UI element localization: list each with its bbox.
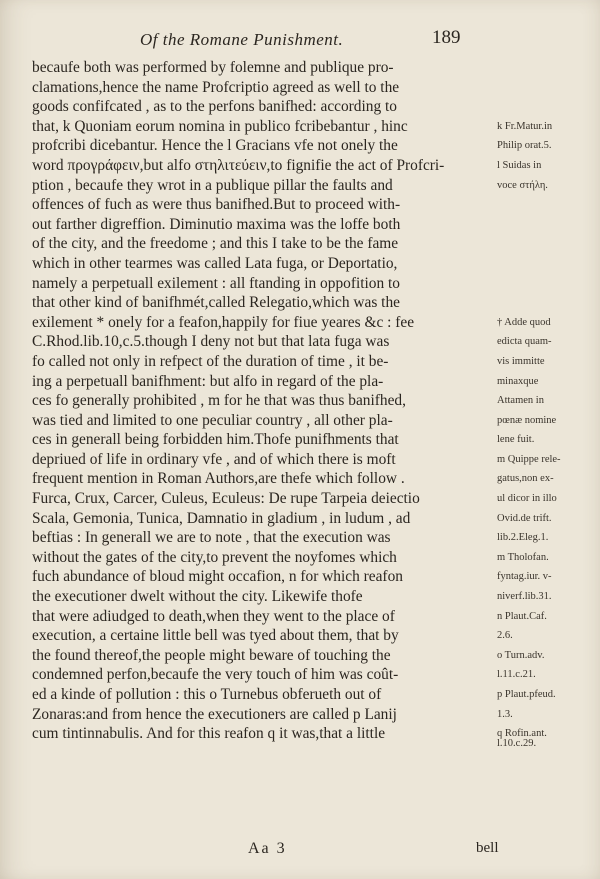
text-line	[0, 705, 600, 725]
text-line	[0, 195, 600, 215]
marginal-note: lib.2.Eleg.1.	[497, 532, 549, 544]
body-text: ces fo generally prohibited , m for he that was thus banifhed,	[32, 392, 406, 410]
text-line	[0, 58, 600, 78]
marginal-note: edicta quam-	[497, 336, 552, 348]
marginal-note: pœnæ nomine	[497, 414, 557, 426]
body-text: which in other tearmes was called Lata fuga, or Deportatio,	[32, 254, 398, 272]
body-text: Zonaras:and from hence the executioners are called p Lanij	[32, 705, 397, 723]
marginal-note: n Plaut.Caf.	[497, 610, 547, 622]
body-text: offences of fuch as were thus banifhed.But to proceed with-	[32, 196, 401, 214]
body-text: becaufe both was performed by folemne and publique pro-	[32, 59, 394, 76]
running-head: Of the Romane Punishment.	[140, 30, 344, 49]
text-line	[0, 528, 600, 548]
text-line	[0, 313, 600, 333]
text-line	[0, 97, 600, 117]
text-line	[0, 430, 600, 450]
text-line	[0, 685, 600, 705]
body-text: word προγράφειν,but alfo στηλιτεύειν,to fignifie the act of Profcri-	[32, 156, 445, 174]
text-line	[0, 587, 600, 607]
marginal-note: lene fuit.	[497, 434, 535, 446]
text-line	[0, 646, 600, 666]
text-body	[0, 58, 600, 763]
text-line	[0, 411, 600, 431]
text-line	[0, 607, 600, 627]
marginal-note: voce στήλη.	[497, 179, 548, 191]
text-line	[0, 548, 600, 568]
text-line	[0, 156, 600, 176]
page-footer	[0, 840, 600, 862]
text-line	[0, 215, 600, 235]
marginal-note: minaxque	[497, 375, 539, 387]
marginal-note: Ovid.de trift.	[497, 512, 552, 524]
marginal-note: q Rofin.ant.	[497, 728, 547, 740]
body-text: goods confifcated , as to the perfons banifhed: according to	[32, 98, 397, 116]
body-text: ed a kinde of pollution : this o Turnebus obferueth out of	[32, 686, 382, 703]
text-line	[0, 117, 600, 137]
text-line	[0, 489, 600, 509]
marginal-note: l.11.c.21.	[497, 669, 536, 681]
text-line	[0, 136, 600, 156]
body-text: the executioner dwelt without the city. Likewife thofe	[32, 588, 363, 606]
marginal-note: vis immitte	[497, 355, 545, 367]
text-line	[0, 626, 600, 646]
body-text: frequent mention in Roman Authors,are thefe which follow .	[32, 470, 405, 488]
body-text: namely a perpetuall exilement : all ftanding in oppofition to	[32, 274, 400, 292]
body-text: that, k Quoniam eorum nomina in publico fcribebantur , hinc	[32, 117, 408, 135]
text-line	[0, 737, 600, 764]
marginal-note: 1.3.	[497, 708, 513, 720]
marginal-note: l.10.c.29.	[497, 737, 537, 749]
body-text: ces in generall being forbidden him.Thofe punifhments that	[32, 431, 399, 449]
catchword: bell	[476, 840, 499, 856]
body-text: execution, a certaine little bell was tyed about them, that by	[32, 627, 399, 645]
text-line	[0, 293, 600, 313]
body-text: C.Rhod.lib.10,c.5.though I deny not but that lata fuga was	[32, 333, 390, 351]
text-line	[0, 254, 600, 274]
body-text: out farther digreffion. Diminutio maxima was the loffe both	[32, 215, 401, 233]
marginal-note: Philip orat.5.	[497, 140, 552, 152]
text-line	[0, 665, 600, 685]
body-text: ption , becaufe they wrot in a publique pillar the faults and	[32, 176, 393, 194]
body-text: without the gates of the city,to prevent the noyfomes which	[32, 548, 397, 566]
marginal-note: niverf.lib.31.	[497, 591, 552, 603]
marginal-note: m Quippe rele-	[497, 453, 561, 465]
body-text: of the city, and the freedome ; and this I take to be the fame	[32, 235, 399, 253]
body-text: fo called not only in refpect of the duration of time , it be-	[32, 352, 389, 370]
body-text: was tied and limited to one peculiar country , all other pla-	[32, 411, 393, 429]
marginal-note: 2.6.	[497, 630, 513, 642]
text-line	[0, 469, 600, 489]
marginal-note: † Adde quod	[497, 316, 551, 328]
body-text: clamations,hence the name Profcriptio agreed as well to the	[32, 78, 400, 96]
text-line	[0, 332, 600, 352]
body-text: Scala, Gemonia, Tunica, Damnatio in gladium , in ludum , ad	[32, 509, 411, 527]
signature-mark: Aa 3	[248, 840, 287, 857]
text-line	[0, 391, 600, 411]
body-text: the found thereof,the people might beware of touching the	[32, 646, 391, 664]
text-line	[0, 234, 600, 254]
text-line	[0, 78, 600, 98]
text-line	[0, 509, 600, 529]
text-line	[0, 450, 600, 470]
body-text: condemned perfon,becaufe the very touch of him was coût-	[32, 666, 399, 684]
body-text: Furca, Crux, Carcer, Culeus, Eculeus: De rupe Tarpeia deiectio	[32, 490, 420, 508]
marginal-note: m Tholofan.	[497, 551, 549, 563]
body-text: cum tintinnabulis. And for this reafon q it was,that a little	[32, 725, 386, 743]
marginal-note: gatus,non ex-	[497, 473, 554, 485]
text-line	[0, 372, 600, 392]
body-text: depriued of life in ordinary vfe , and of which there is moft	[32, 450, 396, 468]
page-header	[0, 27, 600, 56]
body-text: that were adiudged to death,when they went to the place of	[32, 607, 395, 625]
body-text: fuch abundance of bloud might occafion, n for which reafon	[32, 568, 403, 586]
marginal-note: o Turn.adv.	[497, 649, 545, 661]
page-number: 189	[432, 27, 461, 48]
body-text: ing a perpetuall banifhment: but alfo in regard of the pla-	[32, 372, 384, 390]
marginal-note: l Suidas in	[497, 159, 542, 171]
body-text: that other kind of banifhmét,called Relegatio,which was the	[32, 294, 400, 312]
body-text: profcribi dicebantur. Hence the l Gracians vfe not onely the	[32, 137, 398, 155]
text-line	[0, 274, 600, 294]
text-line	[0, 352, 600, 372]
body-text: beftias : In generall we are to note , that the execution was	[32, 529, 391, 547]
body-text: exilement * onely for a feafon,happily for fiue yeares &c : fee	[32, 313, 415, 331]
marginal-note: ul dicor in illo	[497, 493, 557, 505]
marginal-note: k Fr.Matur.in	[497, 120, 553, 132]
marginal-note: p Plaut.pfeud.	[497, 689, 556, 700]
marginal-note: fyntag.iur. v-	[497, 571, 552, 583]
text-line	[0, 567, 600, 587]
text-line	[0, 176, 600, 196]
marginal-note: Attamen in	[497, 395, 544, 407]
